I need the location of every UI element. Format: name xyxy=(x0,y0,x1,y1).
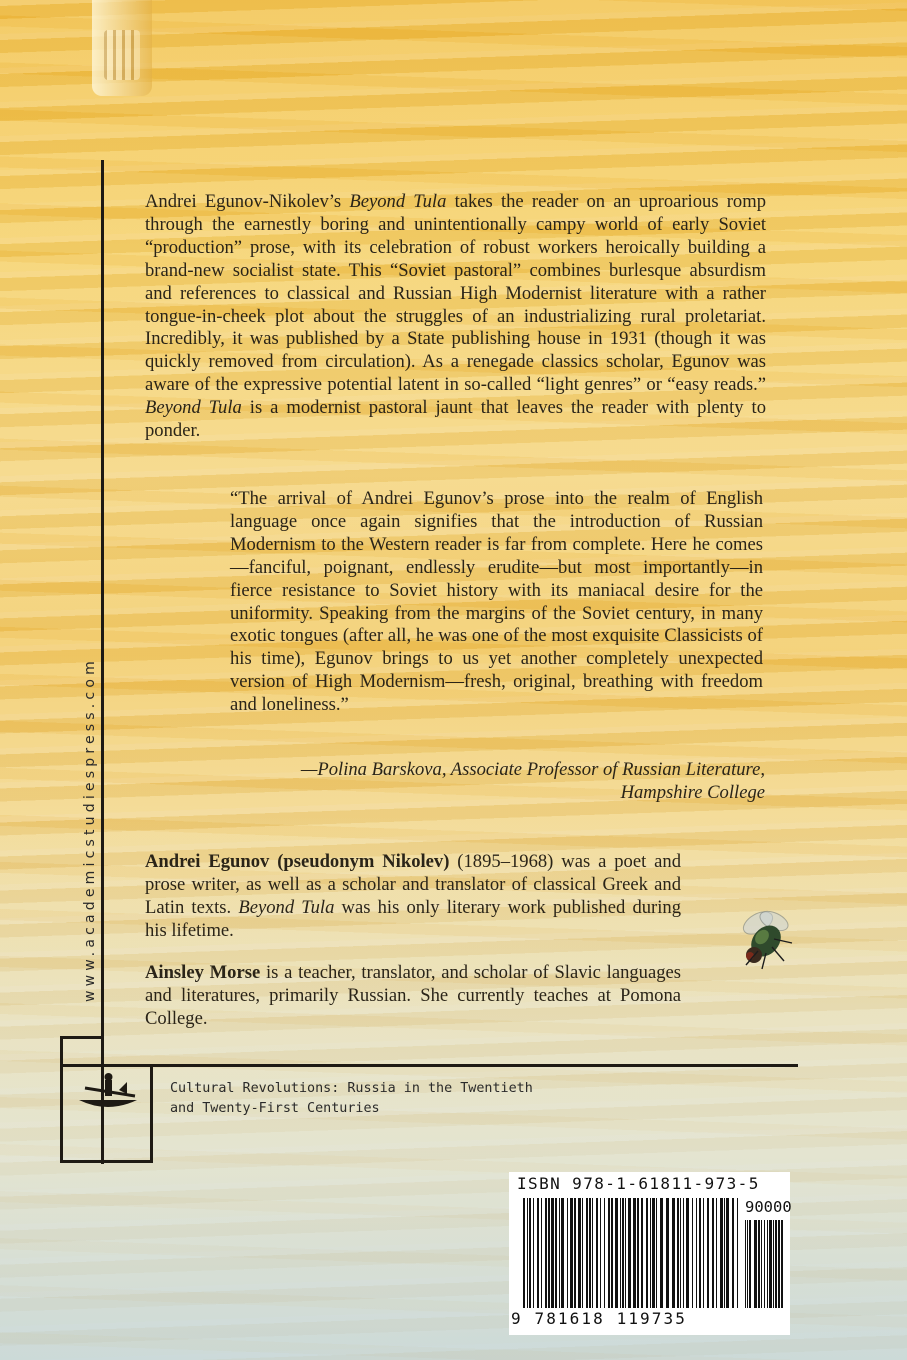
barcode-bar xyxy=(620,1198,621,1308)
barcode-bar xyxy=(652,1198,655,1308)
bio-text: was his only literary work published during his lifetime. xyxy=(145,896,681,941)
barcode-digits: 9 781618 119735 xyxy=(511,1309,687,1328)
translator-name: Ainsley Morse xyxy=(145,962,261,983)
barcode-bar xyxy=(628,1198,631,1308)
barcode-bar xyxy=(608,1198,610,1308)
barcode-bar xyxy=(758,1220,760,1308)
barcode-bar xyxy=(578,1198,581,1308)
barcode-bar xyxy=(537,1198,539,1308)
barcode-bar xyxy=(703,1198,704,1308)
barcode-bar xyxy=(775,1220,777,1308)
barcode-bar xyxy=(582,1198,583,1308)
barcode-bar xyxy=(726,1198,729,1308)
boat-icon xyxy=(75,1070,141,1116)
logo-box-right-line xyxy=(150,1064,153,1160)
blurb-text: Andrei Egunov-Nikolev’s xyxy=(145,191,350,212)
barcode-bar xyxy=(672,1198,675,1308)
barcode-bar xyxy=(680,1198,681,1308)
barcode-bar xyxy=(541,1198,542,1308)
barcode-bar xyxy=(686,1198,689,1308)
frame-step-line xyxy=(60,1036,104,1039)
barcode-bar xyxy=(637,1198,639,1308)
barcode-bar xyxy=(767,1220,768,1308)
book-title-italic: Beyond Tula xyxy=(349,191,447,212)
isbn-barcode xyxy=(509,1172,790,1335)
barcode-bar xyxy=(720,1198,723,1308)
barcode-bar xyxy=(656,1198,657,1308)
barcode-bar xyxy=(666,1198,669,1308)
book-blurb xyxy=(145,191,766,443)
barcode-bar xyxy=(570,1198,573,1308)
bio-text: is a teacher, translator, and scholar of Slavic languages and literatures, primarily Russian. She currently teaches at Pomona College. xyxy=(145,962,681,1029)
barcode-bar xyxy=(551,1198,554,1308)
barcode-bar xyxy=(749,1220,751,1308)
barcode-bar xyxy=(596,1198,598,1308)
barcode-bar xyxy=(600,1198,601,1308)
barcode-bar xyxy=(764,1220,765,1308)
logo-box-bottom-line xyxy=(60,1160,153,1163)
series-divider-line xyxy=(60,1064,798,1067)
barcode-bar xyxy=(574,1198,576,1308)
bio-text: (1895–1968) was a poet and prose writer, as well as a scholar and translator of classical Greek and Latin texts. xyxy=(145,851,682,918)
barcode-bar xyxy=(732,1198,734,1308)
series-title-line: Cultural Revolutions: Russia in the Twentieth xyxy=(170,1081,533,1096)
barcode-bar xyxy=(769,1220,772,1308)
barcode-bar xyxy=(622,1198,624,1308)
attribution-line: Hampshire College xyxy=(620,781,765,803)
barcode-bar xyxy=(615,1198,618,1308)
blurb-text: is a modernist pastoral jaunt that leaves the reader with plenty to ponder. xyxy=(145,397,767,442)
barcode-bar xyxy=(555,1198,557,1308)
book-title-italic: Beyond Tula xyxy=(238,896,335,918)
isbn-label: ISBN 978-1-61811-973-5 xyxy=(517,1174,760,1193)
decorative-carving xyxy=(92,0,152,96)
barcode-bar xyxy=(633,1198,636,1308)
barcode-bar xyxy=(646,1198,648,1308)
barcode-bar xyxy=(707,1198,709,1308)
frame-left-line xyxy=(60,1036,63,1162)
author-bio xyxy=(145,851,681,943)
series-title xyxy=(170,1079,533,1119)
author-name: Andrei Egunov (pseudonym Nikolev) xyxy=(145,851,450,872)
barcode-bar xyxy=(754,1220,757,1308)
attribution-line: —Polina Barskova, Associate Professor of Russian Literature, xyxy=(300,759,765,780)
barcode-bar xyxy=(523,1198,525,1308)
barcode-bar xyxy=(683,1198,684,1308)
barcode-bar xyxy=(604,1198,605,1308)
barcode-bar xyxy=(559,1198,560,1308)
barcode-bar xyxy=(747,1220,748,1308)
quote-attribution xyxy=(230,759,765,805)
review-quote: “The arrival of Andrei Egunov’s prose into the realm of English language once again signifies that the introduction of Russian Modernism to the Western reader is far from complete. Here he comes—fanciful, poignant, endlessly erudite—but most importantly—in fierce resistance to Soviet history with its maniacal desire for the uniformity. Speaking from the margins of the Soviet century, in many exotic tongues (after all, he was one of the most exquisite Classicists of his time), Egunov brings to us yet another completely unexpected version of High Modernism—fresh, original, breathing with freedom and loneliness.” xyxy=(230,488,763,716)
book-title-italic: Beyond Tula xyxy=(145,397,242,419)
barcode-bar xyxy=(589,1198,591,1308)
barcode-bar xyxy=(692,1198,693,1308)
series-title-line: and Twenty-First Centuries xyxy=(170,1101,380,1116)
barcode-bar xyxy=(724,1198,725,1308)
barcode-bar xyxy=(781,1220,783,1308)
barcode-bar xyxy=(696,1198,697,1308)
barcode-bar xyxy=(592,1198,593,1308)
barcode-bar xyxy=(611,1198,613,1308)
barcode-bar xyxy=(641,1198,643,1308)
barcode-bar xyxy=(778,1220,780,1308)
barcode-bar xyxy=(650,1198,651,1308)
price-code: 90000 xyxy=(745,1198,792,1216)
publisher-website[interactable]: www.academicstudiespress.com xyxy=(82,657,98,1002)
barcode-bar xyxy=(561,1198,564,1308)
barcode-bar xyxy=(586,1198,588,1308)
barcode-bar xyxy=(716,1198,717,1308)
barcode-bar xyxy=(533,1198,534,1308)
barcode-bar xyxy=(548,1198,550,1308)
barcode-bar xyxy=(699,1198,701,1308)
translator-bio xyxy=(145,962,681,1031)
blurb-text: takes the reader on an uproarious romp through the earnestly boring and unintentionally campy world of early Soviet “production” prose, with its celebration of robust workers heroically building a brand-new socialist state. This “Soviet pastoral” combines burlesque absurdism and references to classical and Russian High Modernist literature with a rather tongue-in-cheek plot about the struggles of an industrializing rural proletariat. Incredibly, it was published by a State publishing house in 1931 (though it was quickly removed from circulation). As a renegade classics scholar, Egunov was aware of the expressive potential latent in so-called “light genres” or “easy reads.” xyxy=(145,191,766,396)
barcode-bar xyxy=(567,1198,568,1308)
fly-icon xyxy=(728,903,798,971)
barcode-bar xyxy=(527,1198,528,1308)
barcode-bar xyxy=(625,1198,626,1308)
barcode-bar xyxy=(761,1220,762,1308)
barcode-bars xyxy=(521,1198,787,1314)
frame-vertical-line xyxy=(101,160,104,1164)
barcode-bar xyxy=(745,1220,746,1308)
barcode-bar xyxy=(529,1198,531,1308)
barcode-bar xyxy=(660,1198,663,1308)
barcode-bar xyxy=(712,1198,714,1308)
barcode-bar xyxy=(737,1198,738,1308)
barcode-bar xyxy=(773,1220,774,1308)
barcode-bar xyxy=(677,1198,679,1308)
barcode-bar xyxy=(545,1198,547,1308)
